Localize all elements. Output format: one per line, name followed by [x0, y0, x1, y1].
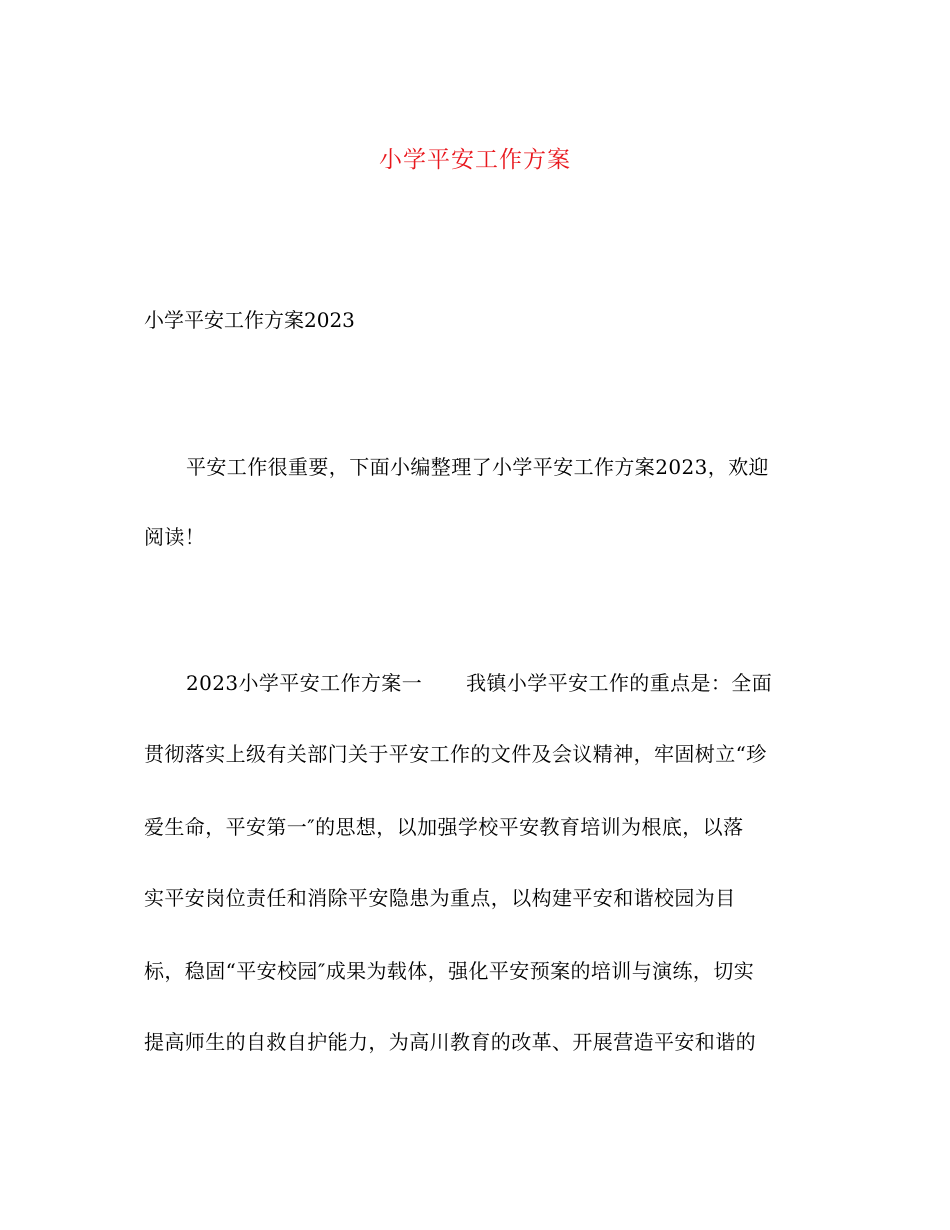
body-line-1-text: 我镇小学平安工作的重点是：全面: [466, 671, 773, 695]
intro-line-2: 阅读！: [144, 525, 206, 549]
body-line-6: 提高师生的自救自护能力，为高川教育的改革、开展营造平安和谐的: [144, 1030, 756, 1054]
document-title: 小学平安工作方案: [379, 147, 571, 173]
intro-line-1: 平安工作很重要，下面小编整理了小学平安工作方案2023，欢迎: [186, 455, 769, 479]
body-line-3: 爱生命，平安第一″的思想，以加强学校平安教育培训为根底，以落: [144, 815, 744, 839]
body-line-1: [186, 667, 856, 699]
body-line-2: 贯彻落实上级有关部门关于平安工作的文件及会议精神，牢固树立“珍: [144, 742, 767, 766]
section-heading: 2023小学平安工作方案一: [186, 671, 423, 695]
body-line-5: 标，稳固“平安校园″成果为载体，强化平安预案的培训与演练，切实: [144, 959, 755, 983]
body-line-4: 实平安岗位责任和消除平安隐患为重点，以构建平安和谐校园为目: [144, 886, 736, 910]
document-subtitle: 小学平安工作方案2023: [144, 308, 355, 332]
